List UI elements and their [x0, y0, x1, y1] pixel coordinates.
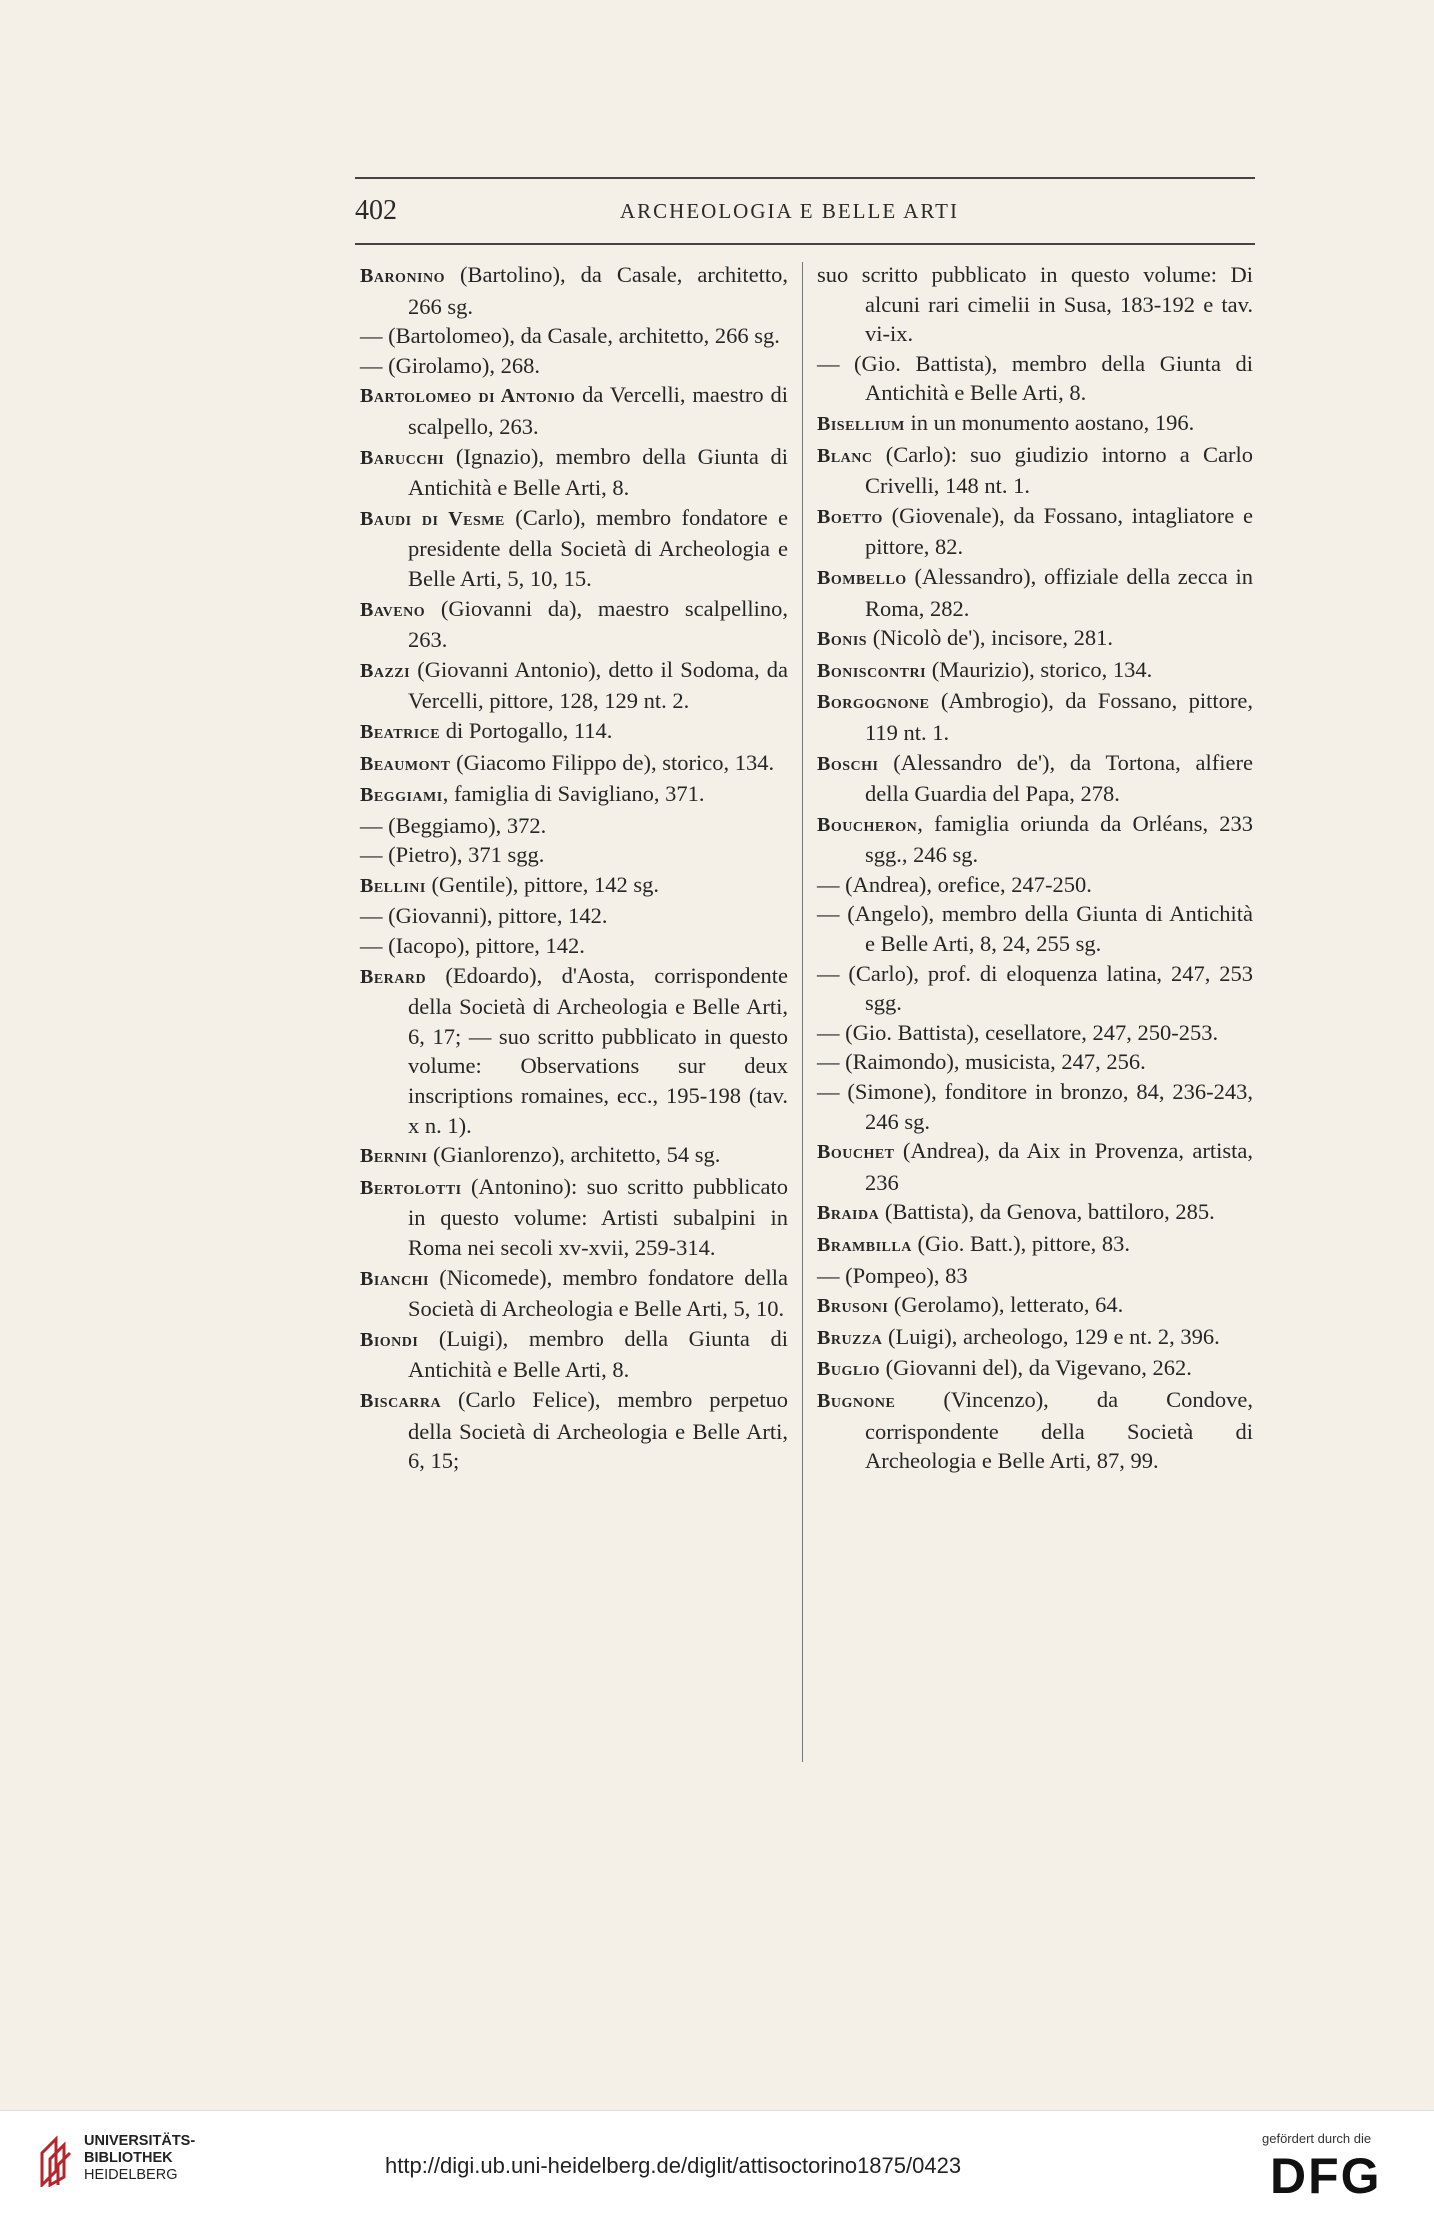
index-entry: [360, 870, 788, 902]
index-entry: [817, 899, 1253, 958]
page-title: ARCHEOLOGIA E BELLE ARTI: [620, 199, 959, 223]
index-entry: [817, 1261, 1253, 1291]
index-entry: [360, 1385, 788, 1476]
index-entry: [360, 380, 788, 441]
entry-text: — (Carlo), prof. di eloquenza latina, 247, 253 sgg.: [817, 960, 1253, 1016]
entry-text: (Gerolamo), letterato, 64.: [888, 1292, 1124, 1318]
index-entry: [817, 623, 1253, 655]
entry-text: (Gianlorenzo), architetto, 54 sg.: [427, 1142, 721, 1168]
entry-text: — (Angelo), membro della Giunta di Antichità e Belle Arti, 8, 24, 255 sg.: [817, 901, 1253, 957]
entry-text: da Vercelli, maestro di scalpello, 263.: [408, 382, 788, 439]
running-head: [355, 177, 1255, 245]
entry-headword: Bisellium: [817, 412, 905, 435]
index-entry: [817, 1229, 1253, 1261]
index-entry: [817, 1136, 1253, 1197]
index-entry: [817, 440, 1253, 501]
index-entry: [360, 1263, 788, 1324]
entry-headword: Barucchi: [360, 446, 445, 469]
entry-text: — (Gio. Battista), membro della Giunta di Antichità e Belle Arti, 8.: [817, 350, 1253, 406]
entry-text: (Alessandro), offiziale della zecca in Roma, 282.: [865, 563, 1253, 621]
index-entry: [360, 260, 788, 321]
index-column-left: [360, 260, 788, 1476]
entry-text: (Antonino): suo scritto pubblicato in questo volume: Artisti subalpini in Roma nei secoli xv-xvii, 259-314.: [408, 1173, 788, 1260]
index-entry: [360, 779, 788, 811]
index-entry: [817, 870, 1253, 900]
entry-headword: Beggiami: [360, 784, 443, 807]
entry-text: , famiglia oriunda da Orléans, 233 sgg., 246 sg.: [865, 810, 1253, 868]
entry-headword: Baronino: [360, 265, 446, 287]
entry-text: (Carlo), membro fondatore e presidente della Società di Archeologia e Belle Arti, 5, 10, 15.: [408, 504, 789, 591]
library-name-line: UNIVERSITÄTS-: [84, 2133, 196, 2149]
entry-text: — (Girolamo), 268.: [360, 352, 540, 378]
index-entry: [817, 1353, 1253, 1385]
entry-text: — (Pompeo), 83: [817, 1262, 968, 1288]
index-entry: [360, 901, 788, 931]
library-name: [84, 2133, 195, 2184]
entry-headword: Baudi di Vesme: [360, 507, 505, 530]
entry-text: , famiglia di Savigliano, 371.: [442, 781, 705, 807]
entry-headword: Brambilla: [817, 1234, 912, 1256]
entry-headword: Bellini: [360, 874, 426, 897]
library-name-line: HEIDELBERG: [84, 2167, 178, 2183]
entry-text: — (Gio. Battista), cesellatore, 247, 250-253.: [817, 1019, 1219, 1045]
entry-headword: Bertolotti: [360, 1176, 462, 1199]
entry-headword: Boetto: [817, 505, 883, 528]
entry-text: (Edoardo), d'Aosta, corrispondente della Società di Archeologia e Belle Arti, 6, 17; — suo scritto pubblicato in questo volume: Observations sur deux inscriptions romaines, ecc., 195-198 (tav. x n. 1).: [408, 962, 788, 1138]
entry-text: (Giovanni da), maestro scalpellino, 263.: [408, 595, 788, 653]
entry-headword: Bruzza: [817, 1326, 883, 1349]
index-entry: [817, 1197, 1253, 1229]
entry-headword: Braida: [817, 1202, 880, 1225]
entry-headword: Bugnone: [817, 1389, 896, 1412]
index-entry: [360, 931, 788, 961]
index-entry: [817, 1322, 1253, 1354]
entry-text: — (Giovanni), pittore, 142.: [360, 903, 608, 929]
index-entry: [817, 748, 1253, 809]
index-entry: [817, 562, 1253, 623]
entry-text: (Giovenale), da Fossano, intagliatore e pittore, 82.: [865, 502, 1253, 560]
entry-text: (Luigi), archeologo, 129 e nt. 2, 396.: [882, 1323, 1220, 1349]
entry-text: (Giovanni Antonio), detto il Sodoma, da Vercelli, pittore, 128, 129 nt. 2.: [408, 656, 788, 714]
index-entry: [360, 748, 788, 780]
dfg-logo: DFG: [1270, 2148, 1382, 2204]
index-entry: [360, 811, 788, 841]
index-entry: [360, 840, 788, 870]
index-entry: [360, 1140, 788, 1172]
entry-text: — (Andrea), orefice, 247-250.: [817, 871, 1092, 897]
index-entry: [817, 1047, 1253, 1077]
index-entry: [360, 655, 788, 716]
library-logo-icon: [36, 2135, 74, 2187]
index-entry: [360, 961, 788, 1141]
entry-headword: Beaumont: [360, 752, 451, 775]
entry-text: di Portogallo, 114.: [440, 717, 613, 743]
page-number: 402: [355, 195, 397, 226]
index-entry: [817, 809, 1253, 870]
entry-headword: Boschi: [817, 752, 879, 775]
index-entry: [360, 321, 788, 351]
index-entry: [817, 1290, 1253, 1322]
entry-headword: Baveno: [360, 598, 426, 621]
index-column-right: [817, 260, 1253, 1476]
entry-text: — (Beggiamo), 372.: [360, 812, 547, 838]
entry-text: (Gio. Batt.), pittore, 83.: [911, 1231, 1130, 1256]
entry-headword: Beatrice: [360, 720, 441, 743]
entry-text: (Carlo Felice), membro perpetuo della Società di Archeologia e Belle Arti, 6, 15;: [408, 1386, 788, 1474]
entry-text: (Luigi), membro della Giunta di Antichità e Belle Arti, 8.: [408, 1325, 788, 1383]
column-divider: [802, 262, 803, 1762]
entry-text: (Ambrogio), da Fossano, pittore, 119 nt. 1.: [865, 688, 1253, 745]
index-entry: [817, 1077, 1253, 1136]
index-entry: [817, 1018, 1253, 1048]
entry-headword: Bianchi: [360, 1267, 429, 1290]
entry-headword: Bazzi: [360, 659, 411, 682]
entry-headword: Boucheron: [817, 813, 918, 836]
entry-headword: Bouchet: [817, 1141, 895, 1164]
entry-text: — (Iacopo), pittore, 142.: [360, 933, 585, 959]
entry-text: (Maurizio), storico, 134.: [926, 656, 1153, 682]
entry-text: (Bartolino), da Casale, architetto, 266 sg.: [408, 262, 788, 319]
entry-text: (Vincenzo), da Condove, corrispondente della Società di Archeologia e Belle Arti, 87, 99.: [865, 1386, 1253, 1474]
entry-text: (Andrea), da Aix in Provenza, artista, 236: [865, 1138, 1253, 1195]
entry-text: (Ignazio), membro della Giunta di Antichità e Belle Arti, 8.: [408, 443, 788, 501]
permalink-url[interactable]: http://digi.ub.uni-heidelberg.de/diglit/attisoctorino1875/0423: [385, 2153, 962, 2178]
entry-headword: Bombello: [817, 566, 907, 589]
entry-text: (Giacomo Filippo de), storico, 134.: [450, 749, 775, 775]
entry-text: (Gentile), pittore, 142 sg.: [425, 871, 659, 897]
entry-headword: Bartolomeo di Antonio: [360, 385, 576, 408]
index-entry: [360, 442, 788, 503]
entry-headword: Bernini: [360, 1145, 428, 1168]
entry-text: (Battista), da Genova, battiloro, 285.: [879, 1199, 1215, 1225]
entry-headword: Brusoni: [817, 1295, 889, 1318]
entry-text: (Carlo): suo giudizio intorno a Carlo Crivelli, 148 nt. 1.: [865, 441, 1253, 499]
library-name-line: BIBLIOTHEK: [84, 2150, 173, 2166]
index-entry: [817, 408, 1253, 440]
entry-headword: Boniscontri: [817, 659, 927, 682]
index-entry: [360, 716, 788, 748]
entry-headword: Borgognone: [817, 691, 930, 714]
entry-text: (Nicomede), membro fondatore della Società di Archeologia e Belle Arti, 5, 10.: [408, 1264, 788, 1322]
entry-headword: Bonis: [817, 628, 868, 651]
entry-headword: Biscarra: [360, 1389, 442, 1412]
entry-text: — (Simone), fonditore in bronzo, 84, 236-243, 246 sg.: [817, 1079, 1253, 1134]
index-entry: [817, 501, 1253, 562]
entry-text: in un monumento aostano, 196.: [904, 409, 1195, 435]
index-entry: [817, 260, 1253, 349]
entry-text: (Nicolò de'), incisore, 281.: [867, 625, 1113, 651]
entry-headword: Buglio: [817, 1358, 881, 1381]
entry-text: suo scritto pubblicato in questo volume: Di alcuni rari cimelii in Susa, 183-192 e tav. vi-ix.: [817, 262, 1253, 347]
entry-headword: Blanc: [817, 444, 873, 467]
entry-text: — (Raimondo), musicista, 247, 256.: [817, 1049, 1146, 1075]
index-entry: [360, 1324, 788, 1385]
index-entry: [817, 1385, 1253, 1476]
entry-text: — (Pietro), 371 sgg.: [360, 842, 545, 868]
footer-bar: [0, 2110, 1434, 2225]
sponsor-caption: gefördert durch die: [1262, 2131, 1372, 2146]
index-entry: [360, 503, 788, 594]
entry-headword: Berard: [360, 965, 427, 988]
index-entry: [817, 655, 1253, 687]
index-entry: [360, 594, 788, 655]
index-entry: [817, 349, 1253, 408]
entry-text: (Giovanni del), da Vigevano, 262.: [880, 1355, 1192, 1381]
index-entry: [817, 959, 1253, 1018]
index-entry: [817, 686, 1253, 747]
entry-text: (Alessandro de'), da Tortona, alfiere della Guardia del Papa, 278.: [865, 749, 1253, 807]
index-entry: [360, 1172, 788, 1263]
entry-headword: Biondi: [360, 1328, 419, 1351]
entry-text: — (Bartolomeo), da Casale, architetto, 266 sg.: [360, 323, 780, 349]
index-entry: [360, 351, 788, 381]
